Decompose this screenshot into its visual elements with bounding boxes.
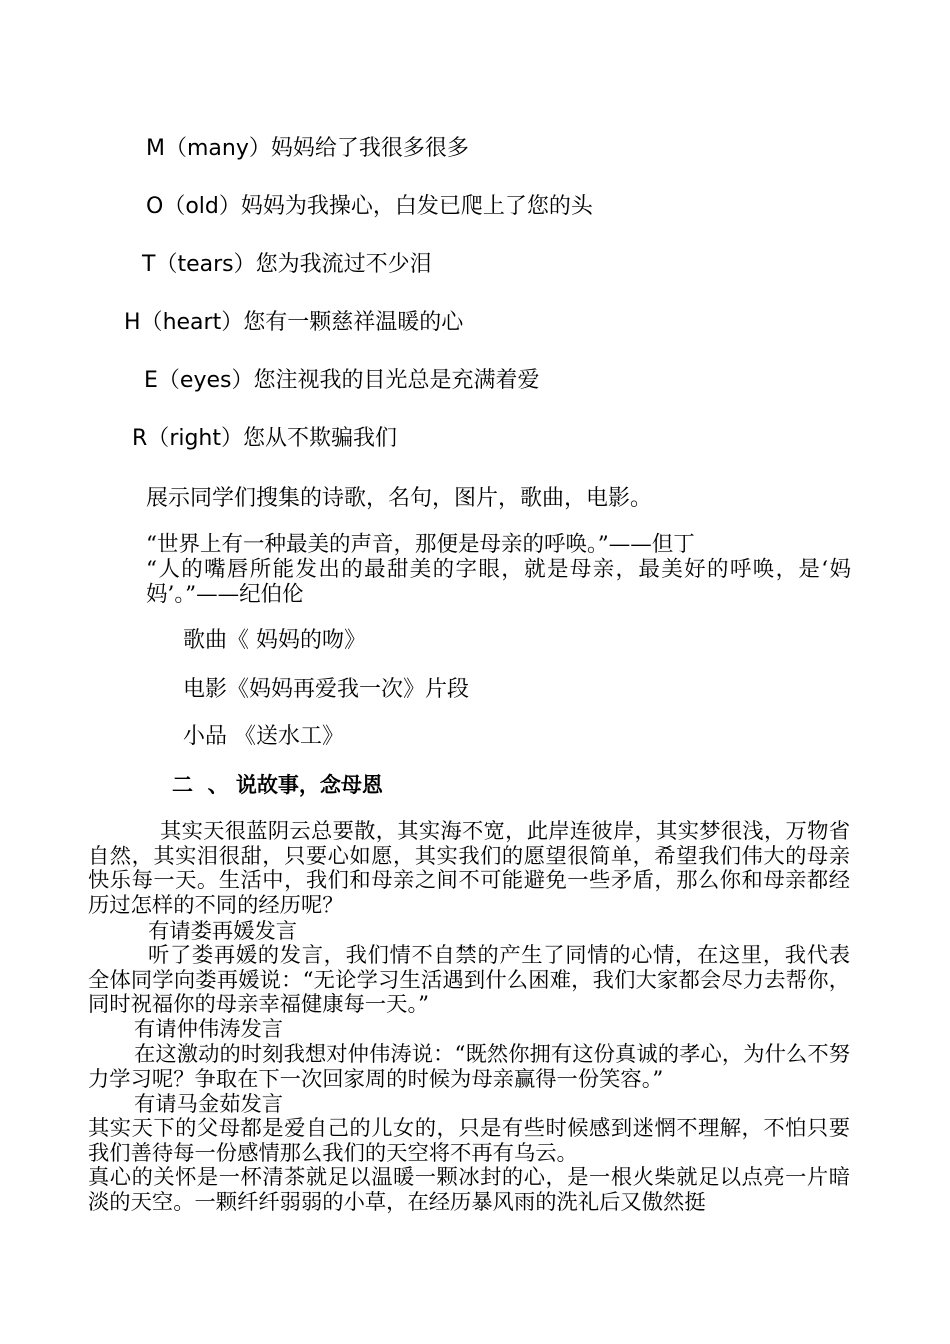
acrostic-letter: M bbox=[146, 136, 165, 161]
invite-3: 有请马金茹发言 bbox=[134, 1092, 284, 1117]
quote-dante: “世界上有一种最美的声音，那便是母亲的呼唤。”——但丁 bbox=[146, 532, 695, 557]
acrostic-text: 妈妈为我操心，白发已爬上了您的头 bbox=[240, 194, 593, 219]
acrostic-text: 您有一颗慈祥温暖的心 bbox=[243, 310, 464, 335]
acrostic-letter: R bbox=[132, 426, 148, 451]
paragraph-5: 真心的关怀是一杯清茶就足以温暖一颗冰封的心，是一根火柴就足以点亮一片暗淡的天空。一颗纤纤弱弱的小草，在经历暴风雨的洗礼后又傲然挺 bbox=[88, 1165, 850, 1215]
acrostic-line-t: T（tears）您为我流过不少泪 bbox=[142, 252, 432, 277]
quote-gibran: “人的嘴唇所能发出的最甜美的字眼，就是母亲，最美好的呼唤，是‘妈妈’。”——纪伯伦 bbox=[146, 557, 851, 607]
section-heading: 二 、 说故事，念母恩 bbox=[172, 772, 383, 797]
acrostic-line-m: M（many）妈妈给了我很多很多 bbox=[146, 136, 469, 161]
acrostic-text: 妈妈给了我很多很多 bbox=[270, 136, 469, 161]
item-song: 歌曲《 妈妈的吻》 bbox=[183, 628, 366, 653]
acrostic-line-e: E（eyes）您注视我的目光总是充满着爱 bbox=[144, 368, 540, 393]
paragraph-2: 听了娄再媛的发言，我们情不自禁的产生了同情的心情，在这里，我代表全体同学向娄再媛说：“无论学习生活遇到什么困难，我们大家都会尽力去帮你，同时祝福你的母亲幸福健康每一天。” bbox=[88, 943, 850, 1017]
acrostic-line-o: O（old）妈妈为我操心，白发已爬上了您的头 bbox=[146, 194, 593, 219]
acrostic-line-h: H（heart）您有一颗慈祥温暖的心 bbox=[124, 310, 464, 335]
acrostic-letter: E bbox=[144, 368, 158, 393]
item-film: 电影《妈妈再爱我一次》片段 bbox=[183, 677, 470, 702]
invite-2: 有请仲伟涛发言 bbox=[134, 1017, 284, 1042]
acrostic-word: right bbox=[169, 426, 222, 451]
acrostic-line-r: R（right）您从不欺骗我们 bbox=[132, 426, 398, 451]
acrostic-word: eyes bbox=[179, 368, 232, 393]
paragraph-1: 其实天很蓝阴云总要散，其实海不宽，此岸连彼岸，其实梦很浅，万物省自然，其实泪很甜，只要心如愿，其实我们的愿望很简单，希望我们伟大的母亲快乐每一天。生活中，我们和母亲之间不可能避免一些矛盾，那么你和母亲都经历过怎样的不同的经历呢？ bbox=[88, 819, 850, 918]
acrostic-word: old bbox=[185, 194, 219, 219]
invite-1: 有请娄再媛发言 bbox=[148, 919, 298, 944]
acrostic-letter: T bbox=[142, 252, 156, 277]
paragraph-3: 在这激动的时刻我想对仲伟涛说：“既然你拥有这份真诚的孝心，为什么不努力学习呢？争取在下一次回家周的时候为母亲赢得一份笑容。” bbox=[88, 1042, 850, 1092]
acrostic-word: tears bbox=[177, 252, 234, 277]
acrostic-text: 您从不欺骗我们 bbox=[243, 426, 398, 451]
acrostic-letter: O bbox=[146, 194, 164, 219]
acrostic-word: many bbox=[187, 136, 249, 161]
intro-text: 展示同学们搜集的诗歌，名句，图片，歌曲，电影。 bbox=[146, 486, 653, 511]
item-skit: 小品 《送水工》 bbox=[183, 724, 344, 749]
acrostic-letter: H bbox=[124, 310, 141, 335]
acrostic-text: 您为我流过不少泪 bbox=[255, 252, 432, 277]
acrostic-word: heart bbox=[162, 310, 222, 335]
acrostic-text: 您注视我的目光总是充满着爱 bbox=[253, 368, 540, 393]
paragraph-4: 其实天下的父母都是爱自己的儿女的，只是有些时候感到迷惘不理解，不怕只要我们善待每一份感情那么我们的天空将不再有乌云。 bbox=[88, 1116, 850, 1166]
